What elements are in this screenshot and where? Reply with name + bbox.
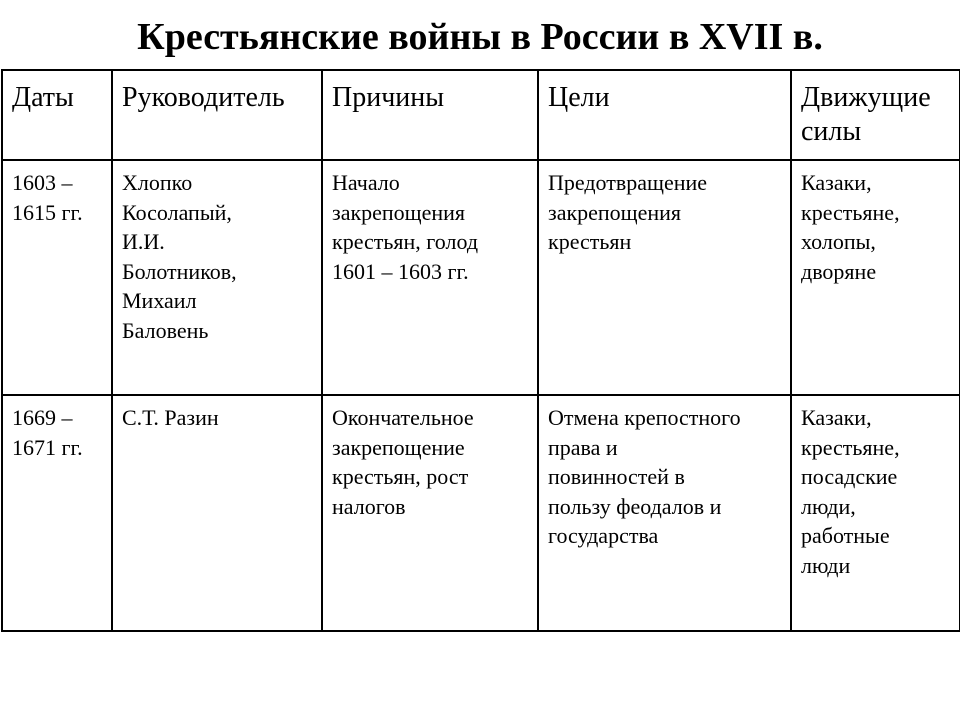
header-causes: Причины xyxy=(322,70,538,160)
cell-goals: Предотвращение закрепощения крестьян xyxy=(538,160,791,395)
table-row xyxy=(2,160,960,395)
cell-leader: С.Т. Разин xyxy=(112,395,322,631)
header-leader: Руководитель xyxy=(112,70,322,160)
cell-driving-forces: Казаки, крестьяне, холопы, дворяне xyxy=(791,160,960,395)
cell-driving-forces: Казаки, крестьяне, посадские люди, работные люди xyxy=(791,395,960,631)
header-dates: Даты xyxy=(2,70,112,160)
header-goals: Цели xyxy=(538,70,791,160)
table-header-row xyxy=(2,70,960,160)
cell-dates: 1603 – 1615 гг. xyxy=(2,160,112,395)
cell-goals: Отмена крепостного права и повинностей в пользу феодалов и государства xyxy=(538,395,791,631)
cell-dates: 1669 – 1671 гг. xyxy=(2,395,112,631)
table-row xyxy=(2,395,960,631)
header-driving-forces: Движущие силы xyxy=(791,70,960,160)
cell-causes: Окончательное закрепощение крестьян, рост налогов xyxy=(322,395,538,631)
peasant-wars-table xyxy=(1,69,960,632)
slide-title: Крестьянские войны в России в XVII в. xyxy=(137,16,823,58)
cell-leader: Хлопко Косолапый, И.И. Болотников, Михаил Баловень xyxy=(112,160,322,395)
cell-causes: Начало закрепощения крестьян, голод 1601 – 1603 гг. xyxy=(322,160,538,395)
